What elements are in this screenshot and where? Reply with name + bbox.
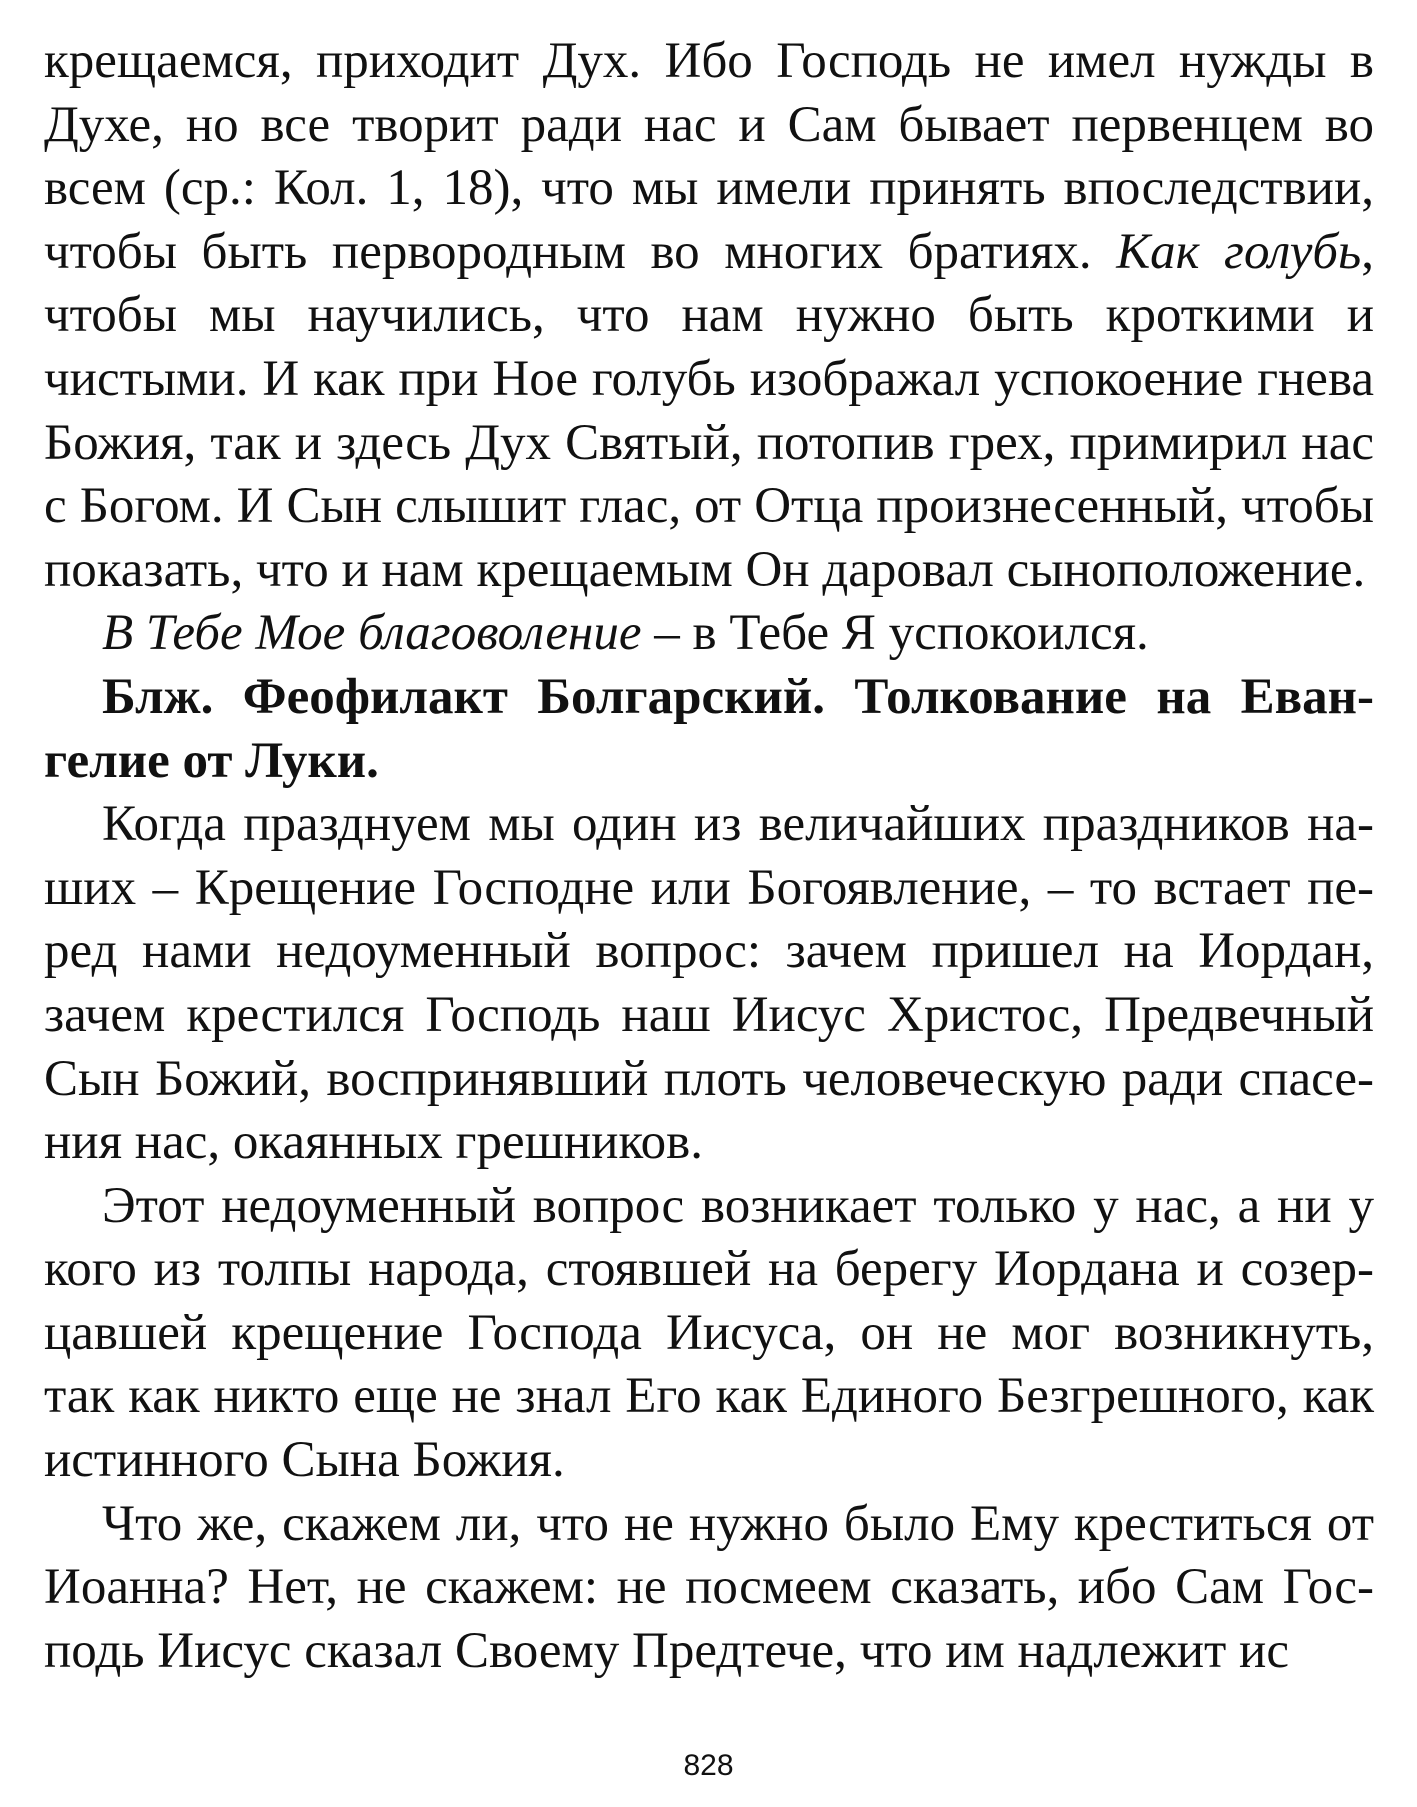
paragraph-text: – в Тебе Я успокоился. bbox=[641, 605, 1149, 662]
paragraph-quote bbox=[44, 602, 1374, 666]
paragraph: Когда празднуем мы один из величайших праздников наших – Крещение Господне или Богоявление, – то встает перед нами недоуменный вопрос: зачем пришел на Иордан, зачем крестился Господь наш Иисус Христос, Предвечный Сын Божий, воспринявший плоть человеческую ради спасения нас, окаянных грешников. bbox=[44, 796, 1374, 1171]
section-heading: Блж. Феофилакт Болгарский. Толкование на Евангелие от Луки. bbox=[44, 668, 1374, 789]
paragraph: Что же, скажем ли, что не нужно было Ему креститься от Иоанна? Нет, не скажем: не посмеем сказать, ибо Сам Господь Иисус сказал Своему Предтече, что им надлежит ис bbox=[44, 1495, 1374, 1679]
paragraph-text: крещаемся, приходит Дух. Ибо Господь не имел нужды в Духе, но все творит ради нас и Сам бывает первенцем во всем (ср.: Кол. 1, 18), что мы имели принять впоследствии, чтобы быть первородным во многих братиях. bbox=[44, 33, 1374, 280]
paragraph-continuation bbox=[44, 30, 1374, 602]
italic-quote: В Тебе Мое благоволение bbox=[102, 605, 642, 662]
italic-quote: Как голубь bbox=[1116, 223, 1362, 280]
paragraph-text: , чтобы мы научились, что нам нужно быть кроткими и чистыми. И как при Ное голубь изображал успокоение гнева Божия, так и здесь Дух Святый, потопив грех, примирил нас с Богом. И Сын слышит глас, от Отца произнесенный, чтобы показать, что и нам крещаемым Он даровал сыноположение. bbox=[44, 223, 1374, 598]
page-number: 828 bbox=[683, 1749, 734, 1782]
paragraph: Этот недоуменный вопрос возникает только у нас, а ни у кого из толпы народа, стоявшей на берегу Иордана и созерцавшей крещение Господа Иисуса, он не мог возникнуть, так как никто еще не знал Его как Единого Безгрешного, как истинного Сына Божия. bbox=[44, 1177, 1374, 1489]
page-body bbox=[44, 30, 1374, 1683]
